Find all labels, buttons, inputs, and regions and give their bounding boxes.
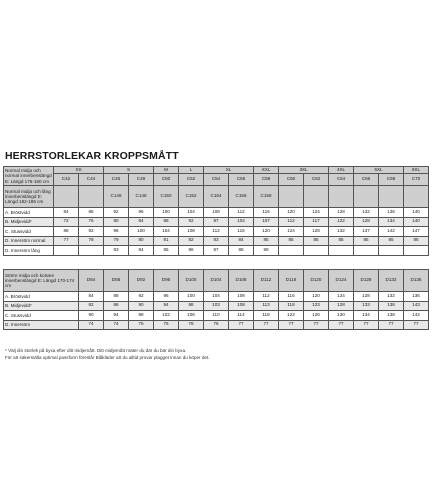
measure-value: 128 [329,208,354,218]
measure-value: 132 [354,208,379,218]
measure-label: C. Stussvidd [4,227,54,237]
measure-value: 128 [329,301,354,311]
measure-value: 77 [54,236,79,246]
measure-row [4,246,429,256]
size-code: D124 [329,270,354,292]
measure-value: 124 [329,292,354,302]
footnote-waist: * Välj din storlek på byxa efter ditt midjemått. Ditt midjemått mäter du där du bär din byxa. [5,348,187,353]
long-size-code [379,186,404,208]
measure-value: 77 [404,320,429,330]
measure-value: 112 [229,208,254,218]
measure-value [354,246,379,256]
size-code: C56 [229,174,254,186]
long-size-code [329,186,354,208]
measure-value: 98 [179,301,204,311]
measure-value: 116 [254,208,279,218]
measure-value: 81 [154,236,179,246]
measure-value: 90 [129,301,154,311]
measure-value: 147 [404,227,429,237]
measure-value: 92 [79,227,104,237]
long-size-code [404,186,429,208]
measure-label: B. Midjevidd* [4,217,54,227]
measure-label: C. Stussvidd [4,311,79,321]
measure-value: 86 [104,301,129,311]
measure-value: 85 [154,246,179,256]
size-code: D84 [79,270,104,292]
measure-value: 75 [129,320,154,330]
size-table-normal [3,166,429,256]
measure-value [329,246,354,256]
measure-value: 85 [329,236,354,246]
size-code: D132 [379,270,404,292]
measure-value: 88 [229,246,254,256]
measure-value: 128 [354,217,379,227]
long-leg-row [4,186,429,208]
measure-row [4,301,429,311]
measure-value: 138 [379,301,404,311]
measure-value: 138 [379,311,404,321]
measure-value: 136 [404,292,429,302]
measure-value: 108 [204,208,229,218]
measure-value: 132 [379,292,404,302]
measure-value: 100 [129,227,154,237]
long-size-code: C146 [104,186,129,208]
measure-row [4,217,429,227]
measure-value: 133 [354,301,379,311]
measure-value: 97 [204,217,229,227]
measure-value: 120 [304,292,329,302]
size-code: D92 [129,270,154,292]
measure-value: 83 [204,236,229,246]
size-group: 3XL [279,167,329,174]
size-code: C42 [54,174,79,186]
measure-value: 108 [179,227,204,237]
measure-value: 94 [104,311,129,321]
measure-value: 106 [179,311,204,321]
measure-value: 137 [354,227,379,237]
size-group: 5XL [354,167,404,174]
measure-value: 102 [229,217,254,227]
size-code: D100 [179,270,204,292]
measure-value: 100 [154,208,179,218]
measure-value: 126 [304,311,329,321]
size-code: C62 [304,174,329,186]
measure-value: 88 [104,292,129,302]
measure-value: 80 [104,217,129,227]
size-group: XXL [254,167,279,174]
measure-value: 117 [304,217,329,227]
measure-row [4,208,429,218]
size-code: D120 [304,270,329,292]
measure-value: 122 [329,217,354,227]
measure-value: 123 [304,301,329,311]
measure-value: 100 [179,292,204,302]
measure-value: 84 [79,292,104,302]
table-header-label: Större midja och kortare innerbenslängd E: Längd 170-174 cm [4,270,79,292]
measure-label: D. Innersöm [4,320,79,330]
measure-value: 92 [104,208,129,218]
size-code: C46 [104,174,129,186]
measure-value: 116 [279,292,304,302]
measure-value: 128 [304,227,329,237]
measure-value: 140 [404,208,429,218]
measure-value: 88 [54,227,79,237]
size-code: C48 [129,174,154,186]
measure-value: 108 [229,301,254,311]
measure-row [4,292,429,302]
long-size-code [304,186,329,208]
size-code: C66 [354,174,379,186]
measure-value: 74 [79,320,104,330]
measure-value: 96 [129,208,154,218]
size-code: D136 [404,270,429,292]
table-header-label: Normal midja och normal innerbenslängd E: Längd 176-180 cm [5,168,52,184]
measure-value: 77 [329,320,354,330]
measure-label: A. Bröstvidd [4,292,79,302]
measure-value: 84 [129,217,154,227]
size-code: D88 [104,270,129,292]
long-size-code: C148 [129,186,154,208]
long-size-code: C156 [229,186,254,208]
size-code: D104 [204,270,229,292]
measure-label: A. Bröstvidd [4,208,54,218]
measure-value: 85 [279,236,304,246]
measure-value: 124 [304,208,329,218]
footnote-fit: För att säkerställa optimal passform föreslår Blåkläder att du alltid provar plagget innan du köper det. [5,355,210,360]
measure-value: 89 [254,246,279,256]
measure-value: 104 [204,292,229,302]
measure-value: 77 [304,320,329,330]
page-title: HERRSTORLEKAR KROPPSMÅTT [5,150,179,162]
measure-row [4,311,429,321]
measure-value: 84 [54,208,79,218]
measure-value: 120 [279,208,304,218]
long-size-code [279,186,304,208]
measure-value: 84 [229,236,254,246]
measure-value: 75 [154,320,179,330]
size-code: C58 [254,174,279,186]
measure-value: 104 [154,227,179,237]
size-group: XS [54,167,104,174]
measure-value: 118 [279,301,304,311]
measure-value: 143 [404,301,429,311]
measure-value: 92 [179,217,204,227]
measure-value: 122 [279,311,304,321]
measure-value: 76 [79,217,104,227]
measure-value: 86 [179,246,204,256]
measure-value: 85 [404,236,429,246]
measure-value: 132 [329,227,354,237]
measure-value: 72 [54,217,79,227]
measure-value [279,246,304,256]
measure-value: 113 [254,301,279,311]
size-group: M [154,167,179,174]
measure-value: 120 [254,227,279,237]
measure-value: 83 [104,246,129,256]
long-size-code: C154 [204,186,229,208]
measure-value: 134 [379,217,404,227]
measure-value: 77 [279,320,304,330]
measure-value [79,246,104,256]
measure-value: 112 [254,292,279,302]
size-group: L [179,167,204,174]
measure-value: 108 [229,292,254,302]
size-code: C44 [79,174,104,186]
long-leg-label: Normal midja och lång innerbenslängd E: Längd 182-186 cm [4,186,54,208]
measure-value: 98 [129,311,154,321]
measure-value [54,246,79,256]
measure-value: 84 [129,246,154,256]
size-code: C64 [329,174,354,186]
measure-value: 116 [229,227,254,237]
measure-value: 142 [404,311,429,321]
measure-value: 96 [104,227,129,237]
measure-value: 77 [354,320,379,330]
measure-value: 107 [254,217,279,227]
measure-row [4,320,429,330]
long-size-code [79,186,104,208]
measure-value: 85 [254,236,279,246]
long-size-code: C158 [254,186,279,208]
measure-value [379,246,404,256]
size-code: C52 [179,174,204,186]
size-code: C50 [154,174,179,186]
long-size-code [354,186,379,208]
measure-value: 77 [254,320,279,330]
size-code: D112 [254,270,279,292]
size-group-row [4,167,429,174]
measure-value: 104 [179,208,204,218]
measure-value: 130 [329,311,354,321]
size-group: 4XL [329,167,354,174]
measure-value: 112 [204,227,229,237]
measure-value: 94 [154,301,179,311]
measure-value: 76 [204,320,229,330]
size-code: C54 [204,174,229,186]
measure-label: D. Innersöm normal [4,236,54,246]
size-code-row [4,270,429,292]
measure-value: 92 [129,292,154,302]
measure-value: 82 [79,301,104,311]
measure-value [404,246,429,256]
size-code: D96 [154,270,179,292]
measure-value: 76 [179,320,204,330]
size-code: D116 [279,270,304,292]
measure-value: 134 [354,311,379,321]
measure-row [4,236,429,246]
measure-value: 85 [354,236,379,246]
measure-value: 142 [379,227,404,237]
measure-value: 85 [379,236,404,246]
measure-value: 103 [204,301,229,311]
size-code-row [4,174,429,186]
measure-value: 82 [179,236,204,246]
measure-value: 136 [379,208,404,218]
size-code: D108 [229,270,254,292]
measure-value: 102 [154,311,179,321]
size-group: 6XL [404,167,429,174]
measure-label: D. Innersöm lång [4,246,54,256]
size-code: D128 [354,270,379,292]
measure-value: 74 [104,320,129,330]
size-code: C60 [279,174,304,186]
measure-value: 87 [204,246,229,256]
measure-value: 78 [79,236,104,246]
measure-value: 110 [204,311,229,321]
measure-value: 140 [404,217,429,227]
measure-value: 85 [304,236,329,246]
measure-value [304,246,329,256]
long-size-code: C152 [179,186,204,208]
size-code: C70 [404,174,429,186]
long-size-code: C150 [154,186,179,208]
measure-value: 79 [104,236,129,246]
measure-value: 118 [254,311,279,321]
measure-value: 88 [154,217,179,227]
measure-value: 124 [279,227,304,237]
measure-value: 128 [354,292,379,302]
size-group: XL [204,167,254,174]
measure-value: 77 [379,320,404,330]
measure-value: 77 [229,320,254,330]
measure-value: 112 [279,217,304,227]
measure-row [4,227,429,237]
measure-label: B. Midjevidd* [4,301,79,311]
long-size-code [54,186,79,208]
size-table-larger-waist [3,269,429,330]
size-code: C68 [379,174,404,186]
measure-value: 80 [129,236,154,246]
size-group: S [104,167,154,174]
measure-value: 88 [79,208,104,218]
measure-value: 96 [154,292,179,302]
measure-value: 90 [79,311,104,321]
measure-value: 114 [229,311,254,321]
